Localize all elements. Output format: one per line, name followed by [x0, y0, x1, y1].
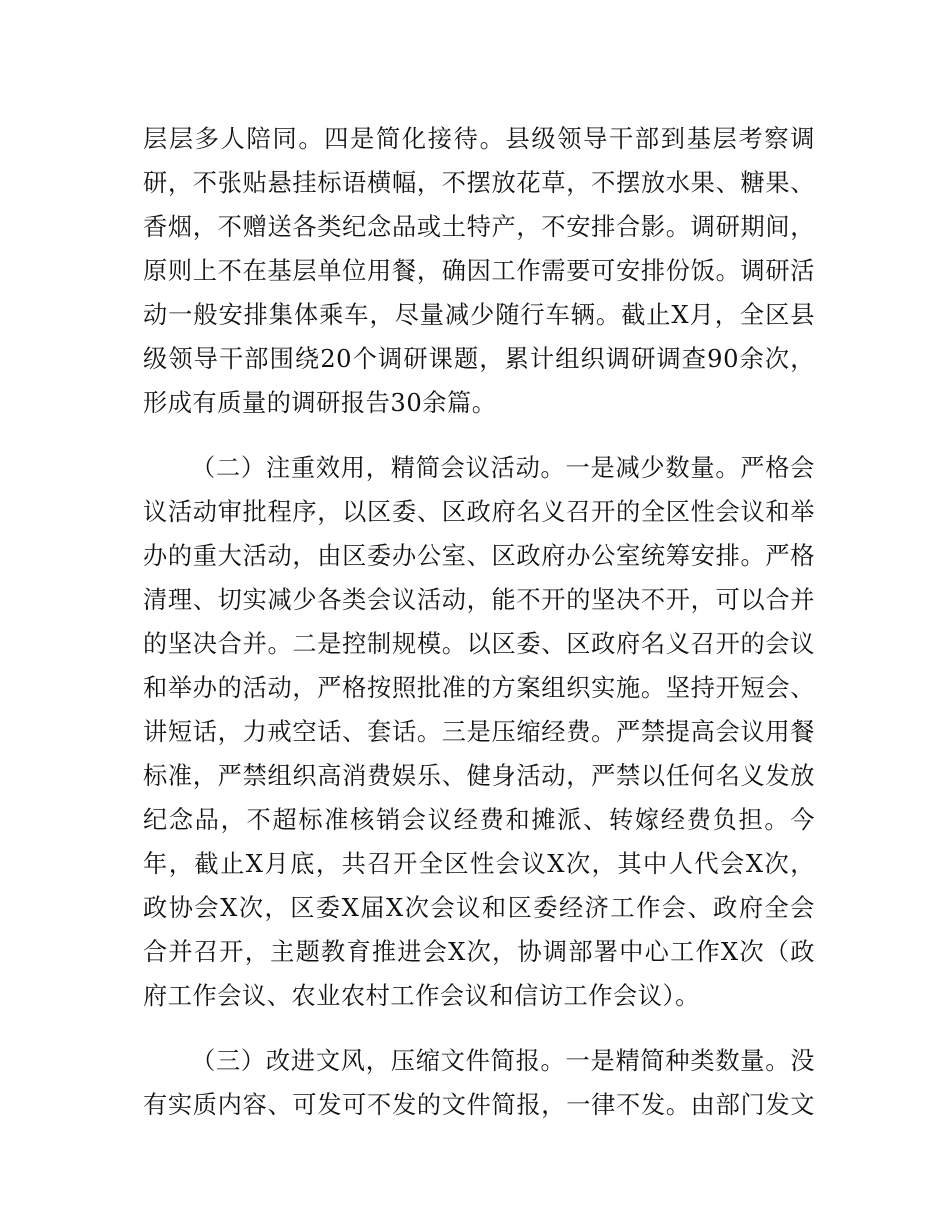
- text-line: （二）注重效用，精简会议活动。一是减少数量。严格会: [191, 454, 815, 482]
- text-line: 原则上不在基层单位用餐，确因工作需要可安排份饭。调研活: [143, 257, 815, 285]
- text-line: 合并召开，主题教育推进会X次，协调部署中心工作X次（政: [143, 938, 815, 966]
- text-line: （三）改进文风，压缩文件简报。一是精简种类数量。没: [191, 1047, 815, 1075]
- text-line: 有实质内容、可发可不发的文件简报，一律不发。由部门发文: [143, 1091, 815, 1119]
- text-line: 层层多人陪同。四是简化接待。县级领导干部到基层考察调: [143, 125, 815, 153]
- text-line: 议活动审批程序，以区委、区政府名义召开的全区性会议和举: [143, 498, 815, 526]
- paragraph-meetings: [143, 446, 815, 1018]
- text-line: 和举办的活动，严格按照批准的方案组织实施。坚持开短会、: [143, 674, 815, 702]
- text-line: 动一般安排集体乘车，尽量减少随行车辆。截止X月，全区县: [143, 301, 815, 329]
- text-line: 府工作会议、农业农村工作会议和信访工作会议）。: [143, 982, 700, 1010]
- text-line: 研，不张贴悬挂标语横幅，不摆放花草，不摆放水果、糖果、: [143, 169, 815, 197]
- paragraph-continuation: [143, 117, 815, 425]
- document-body: [143, 117, 815, 1127]
- text-line: 的坚决合并。二是控制规模。以区委、区政府名义召开的会议: [143, 630, 815, 658]
- paragraph-documents: [143, 1039, 815, 1127]
- paragraph-spacer: [143, 1018, 815, 1039]
- text-line: 办的重大活动，由区委办公室、区政府办公室统筹安排。严格: [143, 542, 815, 570]
- paragraph-spacer: [143, 425, 815, 446]
- text-line: 年，截止X月底，共召开全区性会议X次，其中人代会X次，: [143, 850, 815, 878]
- text-line: 级领导干部围绕20个调研课题，累计组织调研调查90余次，: [143, 345, 815, 373]
- text-line: 香烟，不赠送各类纪念品或土特产，不安排合影。调研期间，: [143, 213, 815, 241]
- text-line: 政协会X次，区委X届X次会议和区委经济工作会、政府全会: [143, 894, 815, 922]
- text-line: 讲短话，力戒空话、套话。三是压缩经费。严禁提高会议用餐: [143, 718, 815, 746]
- text-line: 标准，严禁组织高消费娱乐、健身活动，严禁以任何名义发放: [143, 762, 815, 790]
- text-line: 清理、切实减少各类会议活动，能不开的坚决不开，可以合并: [143, 586, 815, 614]
- text-line: 纪念品，不超标准核销会议经费和摊派、转嫁经费负担。今: [143, 806, 815, 834]
- text-line: 形成有质量的调研报告30余篇。: [143, 389, 497, 417]
